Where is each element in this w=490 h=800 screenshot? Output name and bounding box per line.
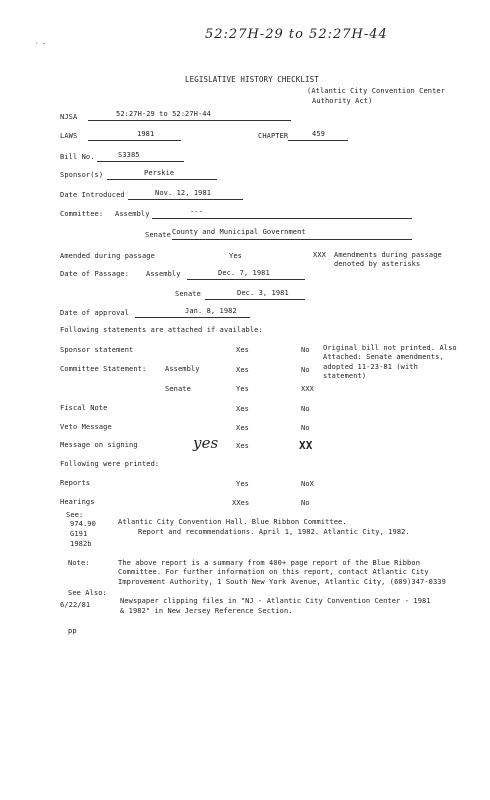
document-title: LEGISLATIVE HISTORY CHECKLIST — [185, 75, 319, 84]
njsa-label: NJSA — [60, 113, 78, 121]
approval-value: Jan. 8, 1982 — [185, 307, 237, 315]
sponsor-statement-no: No — [301, 346, 310, 354]
note-line-2: Committee. For further information on this report, contact Atlantic City — [118, 568, 429, 576]
amended-note-line-1: Amendments during passage — [334, 251, 442, 259]
following-attached: Following statements are attached if available: — [60, 326, 263, 334]
approval-underline — [135, 317, 250, 318]
note-line-3: Improvement Authority, 1 South New York Avenue, Atlantic City, (609)347-0339 — [118, 578, 446, 586]
committee-statement-label: Committee Statement: — [60, 365, 147, 373]
date-introduced-value: Nov. 12, 1981 — [155, 189, 212, 197]
committee-senate-value: County and Municipal Government — [172, 228, 306, 236]
see-also-date: 6/22/81 — [60, 601, 91, 609]
hearings-no: No — [301, 499, 310, 507]
committee-assembly-underline — [152, 218, 412, 219]
committee-senate-label: Senate — [145, 231, 171, 239]
amended-label: Amended during passage — [60, 252, 155, 260]
laws-underline — [88, 140, 181, 141]
njsa-underline — [88, 120, 291, 121]
fiscal-note-yes: Xes — [236, 405, 249, 413]
initials: pp — [68, 627, 77, 635]
passage-senate-underline — [205, 299, 305, 300]
handwritten-title: 52:27H-29 to 52:27H-44 — [205, 27, 388, 42]
bill-label: Bill No. — [60, 153, 95, 161]
following-printed: Following were printed: — [60, 460, 160, 468]
laws-label: LAWS — [60, 132, 78, 140]
veto-message-label: Veto Message — [60, 423, 112, 431]
bill-value: S3385 — [118, 151, 140, 159]
sponsor-label: Sponsor(s) — [60, 171, 104, 179]
subtitle-line-1: (Atlantic City Convention Center — [307, 87, 446, 95]
date-introduced-label: Date Introduced — [60, 191, 125, 199]
message-signing-handwritten: yes — [193, 434, 219, 452]
approval-label: Date of approval — [60, 309, 130, 317]
committee-assembly-value: --- — [190, 208, 203, 216]
amended-no: XXX — [313, 251, 326, 259]
amended-yes: Yes — [229, 252, 242, 260]
call-number-1: 974.90 — [70, 520, 96, 528]
see-also-line-2: & 1982" in New Jersey Reference Section. — [120, 607, 293, 615]
passage-assembly-value: Dec. 7, 1981 — [218, 269, 270, 277]
laws-value: 1981 — [137, 130, 155, 138]
see-text-line-2: Report and recommendations. April 1, 1982. Atlantic City, 1982. — [138, 528, 410, 536]
reports-yes: Yes — [236, 480, 249, 488]
committee-statement-assembly: Assembly — [165, 365, 200, 373]
dot-mark: · - — [35, 40, 47, 47]
sponsor-statement-label: Sponsor statement — [60, 346, 134, 354]
passage-label: Date of Passage: — [60, 270, 130, 278]
committee-assembly-label: Assembly — [115, 210, 150, 218]
message-signing-label: Message on signing — [60, 441, 138, 449]
chapter-value: 459 — [312, 130, 325, 138]
reports-no: NoX — [301, 480, 314, 488]
hearings-label: Hearings — [60, 498, 95, 506]
committee-assembly-no: No — [301, 366, 310, 374]
subtitle-line-2: Authority Act) — [312, 97, 373, 105]
see-label: See: — [66, 511, 84, 519]
date-introduced-underline — [128, 199, 243, 200]
sponsor-underline — [107, 179, 217, 180]
passage-assembly-underline — [187, 279, 305, 280]
call-number-3: 1982b — [70, 540, 92, 548]
passage-assembly-label: Assembly — [146, 270, 181, 278]
fiscal-note-no: No — [301, 405, 310, 413]
message-signing-no: XX — [299, 439, 313, 452]
message-signing-yes: Xes — [236, 442, 249, 450]
see-also-line-1: Newspaper clipping files in "NJ - Atlantic City Convention Center - 1981 — [120, 597, 431, 605]
passage-senate-value: Dec. 3, 1981 — [237, 289, 289, 297]
amended-note-line-2: denoted by asterisks — [334, 260, 421, 268]
committee-senate-yes: Yes — [236, 385, 249, 393]
veto-message-yes: Xes — [236, 424, 249, 432]
committee-statement-senate: Senate — [165, 385, 191, 393]
chapter-underline — [288, 140, 348, 141]
statement-note-line-4: statement) — [323, 372, 367, 380]
njsa-value: 52:27H-29 to 52:27H-44 — [116, 110, 211, 118]
hearings-yes: XXes — [232, 499, 250, 507]
bill-underline — [97, 161, 184, 162]
passage-senate-label: Senate — [175, 290, 201, 298]
committee-senate-underline — [172, 239, 412, 240]
see-also-label: See Also: — [68, 589, 107, 597]
call-number-2: G191 — [70, 530, 88, 538]
reports-label: Reports — [60, 479, 91, 487]
statement-note-line-2: Attached: Senate amendments, — [323, 353, 444, 361]
note-label: Note: — [68, 559, 90, 567]
statement-note-line-3: adopted 11-23-81 (with — [323, 363, 418, 371]
fiscal-note-label: Fiscal Note — [60, 404, 108, 412]
committee-assembly-yes: Xes — [236, 366, 249, 374]
sponsor-statement-yes: Xes — [236, 346, 249, 354]
sponsor-value: Perskie — [144, 169, 175, 177]
chapter-label: CHAPTER — [258, 132, 289, 140]
note-line-1: The above report is a summary from 400+ page report of the Blue Ribbon — [118, 559, 421, 567]
statement-note-line-1: Original bill not printed. Also — [323, 344, 457, 352]
committee-label: Committee: — [60, 210, 104, 218]
see-text-line-1: Atlantic City Convention Hall. Blue Ribbon Committee. — [118, 518, 347, 526]
veto-message-no: No — [301, 424, 310, 432]
committee-senate-no: XXX — [301, 385, 314, 393]
